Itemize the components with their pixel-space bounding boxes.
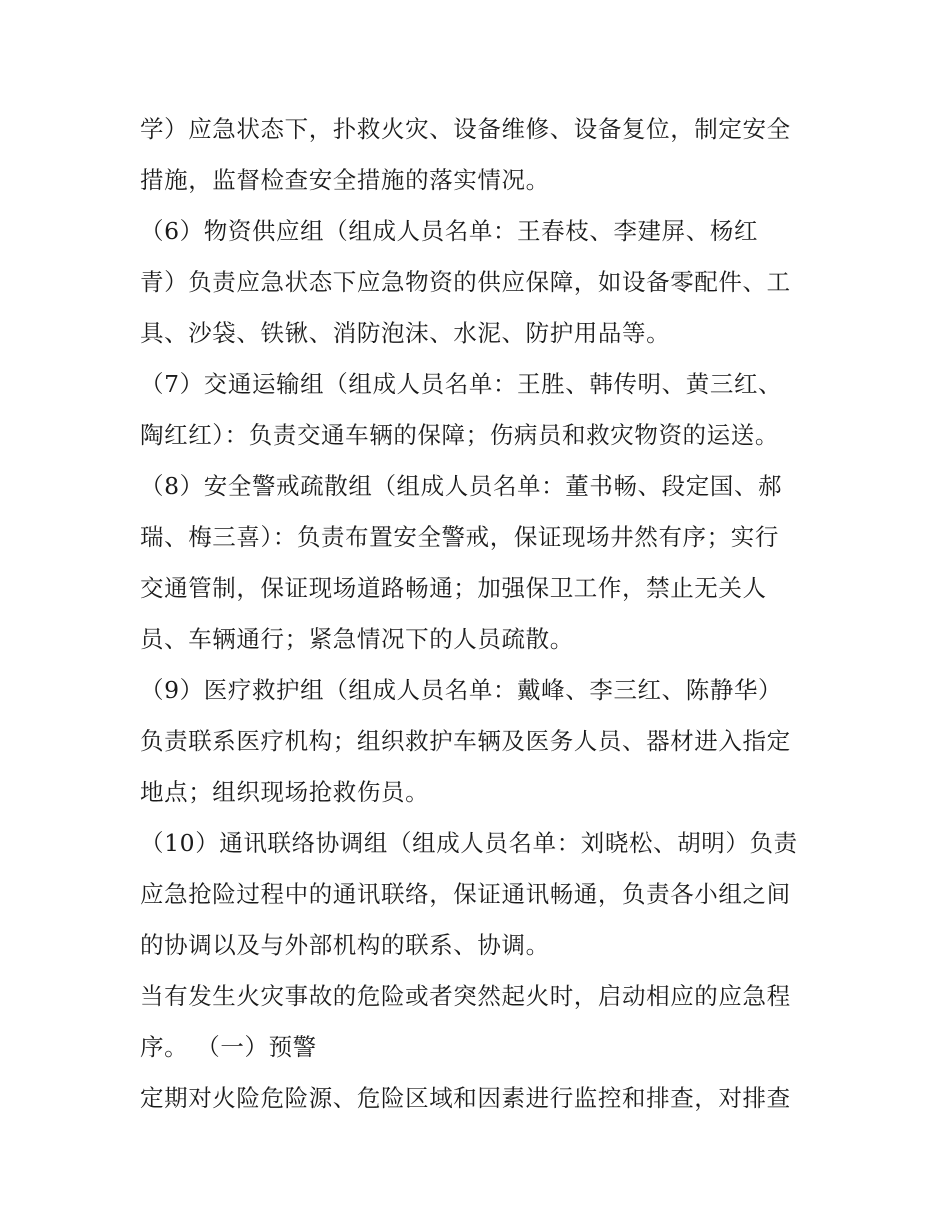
text-line: 定期对火险危险源、危险区域和因素进行监控和排查，对排查 [140, 1084, 791, 1112]
text-line: 负责联系医疗机构；组织救护车辆及医务人员、器材进入指定 [140, 727, 791, 755]
text-line: （8）安全警戒疏散组（组成人员名单：董书畅、段定国、郝 [140, 472, 783, 500]
text-line: 的协调以及与外部机构的联系、协调。 [140, 931, 550, 959]
text-line: 地点；组织现场抢救伤员。 [140, 778, 430, 806]
text-line: 学）应急状态下，扑救火灾、设备维修、设备复位，制定安全 [140, 115, 791, 143]
text-line: 序。 （一）预警 [140, 1033, 317, 1061]
text-line: （9）医疗救护组（组成人员名单：戴峰、李三红、陈静华） [140, 676, 783, 704]
text-line: 员、车辆通行；紧急情况下的人员疏散。 [140, 625, 574, 653]
text-line: （6）物资供应组（组成人员名单：王春枝、李建屏、杨红 [140, 217, 759, 245]
text-line: 措施，监督检查安全措施的落实情况。 [140, 166, 550, 194]
text-line: 当有发生火灾事故的危险或者突然起火时，启动相应的应急程 [140, 982, 791, 1010]
text-line: 瑞、梅三喜）：负责布置安全警戒，保证现场井然有序；实行 [140, 523, 779, 551]
text-line: （7）交通运输组（组成人员名单：王胜、韩传明、黄三红、 [140, 370, 783, 398]
text-line: 应急抢险过程中的通讯联络，保证通讯畅通，负责各小组之间 [140, 880, 791, 908]
text-line: （10）通讯联络协调组（组成人员名单：刘晓松、胡明）负责 [140, 829, 798, 857]
text-line: 陶红红）：负责交通车辆的保障；伤病员和救灾物资的运送。 [140, 421, 779, 449]
document-body [140, 104, 820, 1124]
text-line: 具、沙袋、铁锹、消防泡沫、水泥、防护用品等。 [140, 319, 671, 347]
text-line: 青）负责应急状态下应急物资的供应保障，如设备零配件、工 [140, 268, 791, 296]
text-line: 交通管制，保证现场道路畅通；加强保卫工作，禁止无关人 [140, 574, 767, 602]
